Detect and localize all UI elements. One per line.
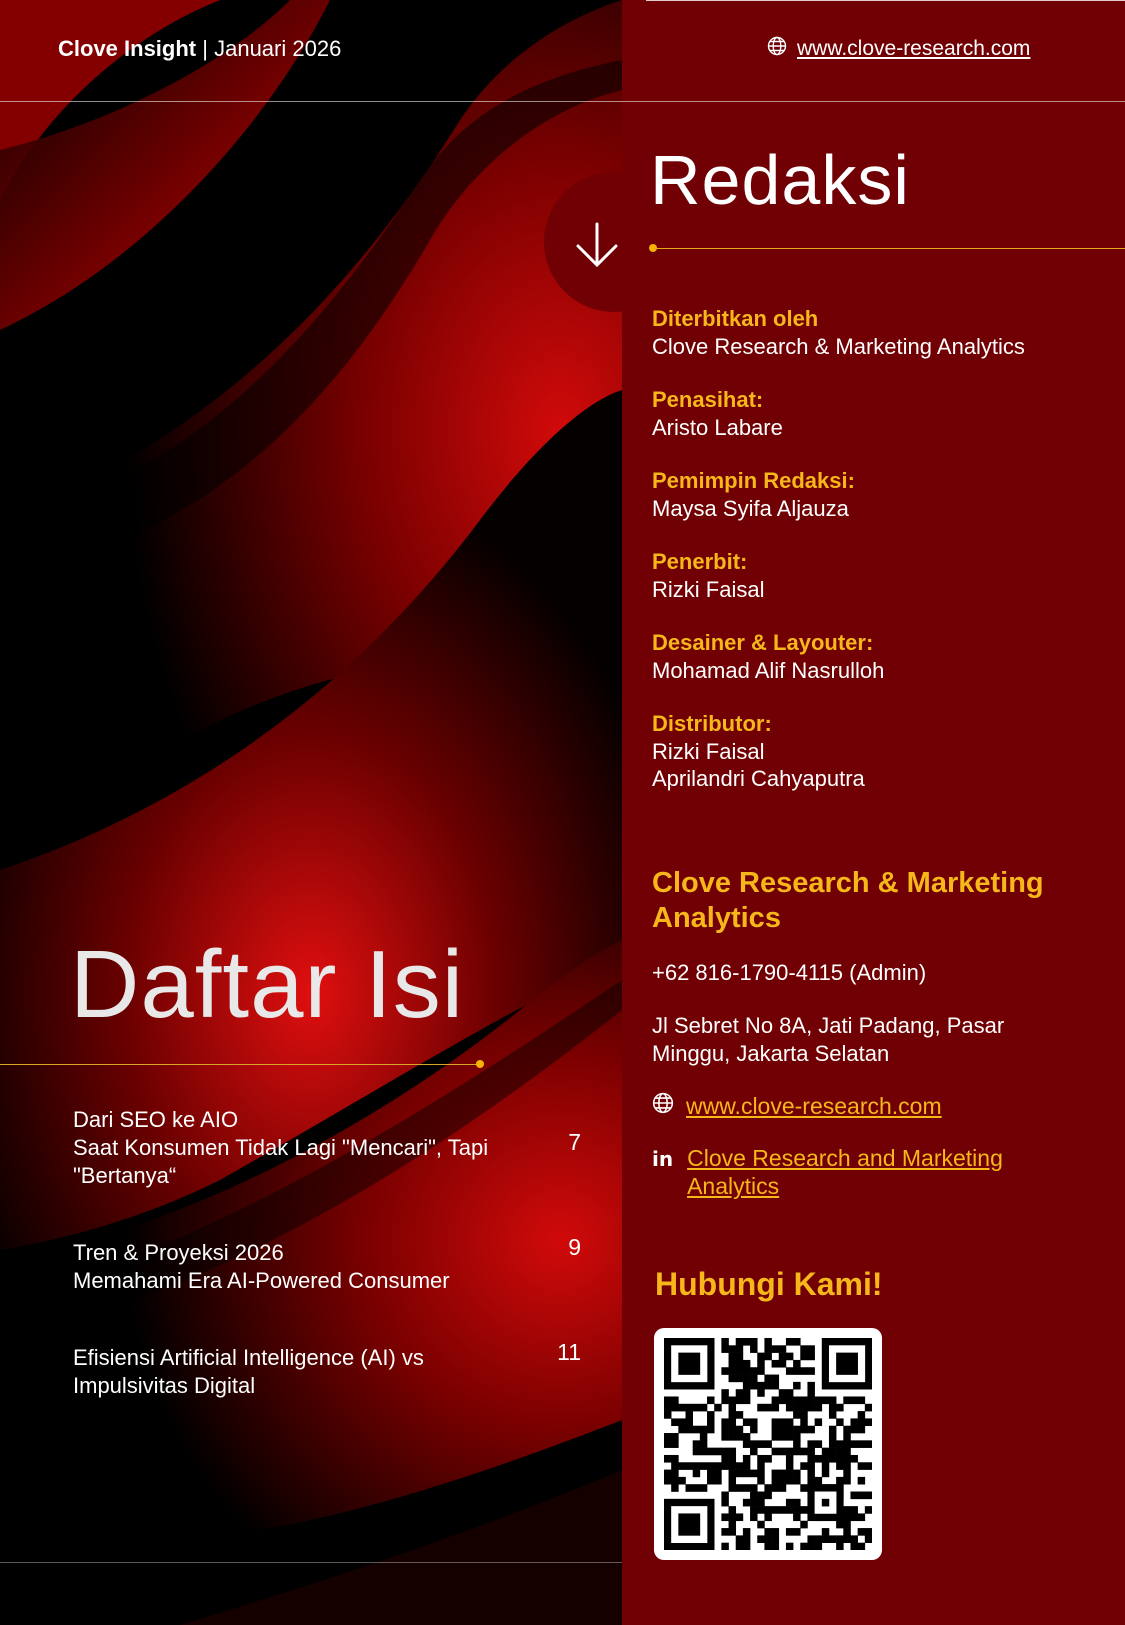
toc-page-number: 11: [557, 1339, 581, 1365]
header-separator: |: [202, 36, 208, 61]
toc-rule-dot: [476, 1060, 484, 1068]
toc-page-number: 7: [568, 1129, 581, 1155]
credit-role: Diterbitkan oleh: [652, 306, 819, 331]
top-border: [646, 0, 1125, 1]
credit-role: Desainer & Layouter:: [652, 630, 874, 655]
toc-item-title: Efisiensi Artificial Intelligence (AI) vs Impulsivitas Digital: [73, 1345, 424, 1398]
toc-item[interactable]: [73, 1339, 593, 1400]
toc-item-title: Dari SEO ke AIO: [73, 1107, 239, 1132]
credit-person: Rizki Faisal: [652, 577, 765, 602]
credit-entry: [652, 467, 1112, 522]
credit-role: Penasihat:: [652, 387, 764, 412]
credit-role: Penerbit:: [652, 549, 748, 574]
phone-number: +62 816-1790-4115 (Admin): [652, 960, 927, 985]
qr-code[interactable]: [654, 1328, 882, 1560]
globe-icon: [767, 36, 787, 62]
header-website-link[interactable]: www.clove-research.com: [797, 37, 1031, 60]
credit-person: Clove Research & Marketing Analytics: [652, 334, 1025, 359]
credit-person: Maysa Syifa Aljauza: [652, 496, 849, 521]
footer-divider: [0, 1562, 622, 1563]
brand-name: Clove Insight: [58, 36, 197, 61]
header-divider: [0, 101, 1125, 102]
contact-linkedin: [652, 1144, 1047, 1200]
redaksi-title: Redaksi: [650, 141, 910, 219]
issue-header: [58, 36, 341, 62]
header-website: [767, 36, 1030, 62]
contact-website: [652, 1092, 942, 1120]
contact-website-link[interactable]: www.clove-research.com: [686, 1092, 942, 1119]
credit-person: Mohamad Alif Nasrulloh: [652, 658, 885, 683]
toc-item-subtitle: Memahami Era AI-Powered Consumer: [73, 1268, 450, 1293]
credit-entry: [652, 305, 1112, 360]
credit-person: Aristo Labare: [652, 415, 783, 440]
credit-entry: [652, 710, 1112, 792]
linkedin-link[interactable]: Clove Research and Marketing Analytics: [687, 1145, 1003, 1199]
toc-item-subtitle: Saat Konsumen Tidak Lagi "Mencari", Tapi "Bertanya“: [73, 1135, 489, 1188]
credit-person: Rizki Faisal: [652, 739, 765, 764]
toc-page-number: 9: [568, 1234, 581, 1260]
arrow-down-icon: [572, 220, 622, 275]
toc-item[interactable]: [73, 1234, 593, 1295]
address: Jl Sebret No 8A, Jati Padang, Pasar Minggu, Jakarta Selatan: [652, 1013, 1005, 1066]
contact-cta: Hubungi Kami!: [655, 1266, 883, 1302]
credit-role: Pemimpin Redaksi:: [652, 468, 855, 493]
credit-entry: [652, 386, 1112, 441]
credit-entry: [652, 629, 1112, 684]
globe-icon: [652, 1092, 674, 1120]
credit-role: Distributor:: [652, 711, 772, 736]
toc-item-title: Tren & Proyeksi 2026: [73, 1240, 284, 1265]
toc-rule: [0, 1064, 478, 1065]
issue-date: Januari 2026: [214, 36, 342, 61]
org-name: Clove Research & Marketing Analytics: [652, 867, 1044, 934]
toc-title: Daftar Isi: [70, 931, 465, 1038]
redaksi-rule: [654, 248, 1125, 249]
toc-item[interactable]: [73, 1106, 593, 1190]
credit-person: Aprilandri Cahyaputra: [652, 766, 865, 791]
credit-entry: [652, 548, 1112, 603]
linkedin-icon: in: [652, 1147, 674, 1171]
credits-list: [652, 305, 1112, 818]
